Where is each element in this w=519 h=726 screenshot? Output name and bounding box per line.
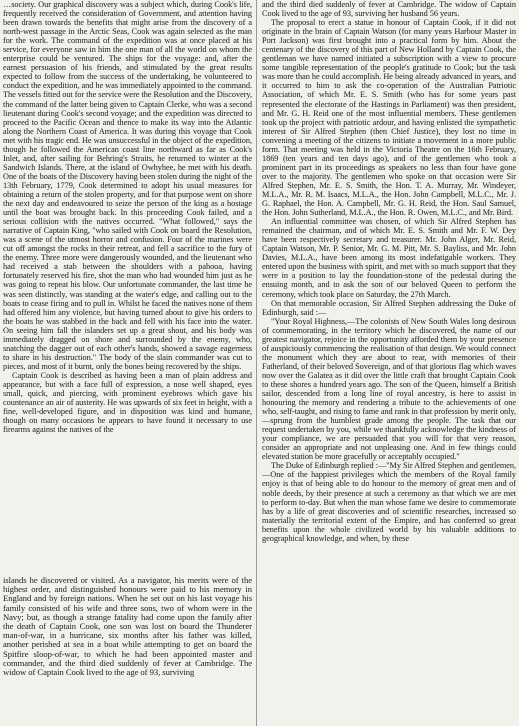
right-column [262,0,516,726]
quoted-reply: The Duke of Edinburgh replied :—"My Sir Alfred Stephen and gentlemen,—One of the happiest privileges which the members of the Royal family enjoy is that of being able to do honour to the memory of great men and of noble deeds, by their presence at such a ceremony as that which we are met to perform to-day. But when the man whose fame we desire to commemorate has by a life of great discoveries and of scientific researches, increased so materially the territorial extent of the Empire, and has conferred so great benefits upon the whole civilized world by his valuable additions to geographical knowledge, and when, by these [262,461,516,543]
article-paragraph: and the third died suddenly of fever at Cambridge. The widow of Captain Cook lived to the age of 93, surviving her husband 56 years. [262,0,516,19]
article-paragraph: islands he discovered or visited. As a navigator, his merits were of the highest order, and distinguished honours were paid to his memory in England and by foreign nations. When he set out on his last voyage his family consisted of his wife and three sons, two of whom were in the Navy; but, as though a strange fatality had come upon the family after the death of Captain Cook, one son was lost on board the Thunderer man-of-war, in a hurricane, six months after his father was killed, another perished at sea in a boat while attempting to get on board the Spitfire sloop-of-war, to which he had been appointed master and commander, and the third died suddenly of fever at Cambridge. The widow of Captain Cook lived to the age of 93, surviving [3,576,252,678]
article-paragraph: An influential committee was chosen, of which Sir Alfred Stephen has remained the chairman, and of which Mr. E. S. Smith and Mr. F. W. Dey have been respectively secretary and treasurer. Mr. John Alger, Mr. Reid, Captain Watson, Mr. P. Senior, Mr. G. M. Pitt, Mr. S. Bayliss, and Mr. John Davies, M.L.A., have been among its most indefatigable workers. They entered upon the business with spirit, and met with so much support that they were in a position to lay the foundation-stone of the pedestal during the ensuing month, and to ask the son of our beloved Queen to perform the ceremony, which took place on Saturday, the 27th March. [262,217,516,299]
left-column-upper [3,0,252,576]
column-divider [256,0,257,726]
left-column [3,0,252,726]
left-column-lower [3,576,252,726]
quoted-address: "Your Royal Highness,—The colonists of New South Wales long desirous of commemorating, in the territory which he discovered, the name of our greatest navigator, rejoice in the opportunity afforded them by your presence of auspiciously commencing the realisation of that design. We would connect the monument which they are about to rear, with memories of their Fatherland, of their beloved Sovereign, and of that glorious flag which waves now over the Galatea as it did over the little craft that brought Captain Cook to these shores a hundred years ago. The son of the Queen, himself a British sailor, descended from a long line of royal ancestry, is here to assist in honouring the memory and rendering a tribute to the achievements of one who, self-taught, and rising to fame and rank in that profession by merit only,—sprung from the humblest grade among the people. The task that our request undertaken by you, while we thankfully acknowledge the kindness of your compliance, we are persuaded that you will for that very reason, consider an appropriate and not unpleasing one. And in few things could elevated station be more gracefully or acceptably occupied." [262,316,516,462]
article-paragraph: On that memorable occasion, Sir Alfred Stephen addressing the Duke of Edinburgh, said :— [262,298,516,317]
article-paragraph: …society. Our graphical discovery was a subject which, during Cook's life, frequently received the consideration of Government, and attention having been drawn towards the benefits that might arise from the discovery of a north-west passage in the Arctic Seas, Cook was again selected as the man for the work. The command of the expedition was at once placed at his service, for everyone saw in him the one man of all the world on whom the enterprise could be ventured. The ships for the voyage: and, after the earnest persuasion of his friends, and stimulated by the great results expected to follow from the success of the undertaking, he volunteered to conduct the expedition, and he was immediately appointed to the command. The vessels fitted out for the service were the Resolution and the Discovery, the command of the latter being given to Captain Clerke, who was a second lieutenant during Cook's second voyage; and the expedition was directed to proceed to the Pacific Ocean and thence to make its way into the Atlantic along the Northern Coast of America. It was during this voyage that Cook met with his tragic end. He was unsuccessful in the object of the expedition, though he followed the American coast line northward as far as Cook's Inlet, and, after sailing for Behring's Straits, he returned to winter at the Sandwich Islands. There, at the island of Owhyhee, he met with his death. One of the boats of the Discovery having been stolen during the night of the 13th February, 1779, Cook determined to adopt his usual measures for obtaining a return of the stolen property, and for that purpose went on shore the next day and endeavoured to seize the person of the king as a hostage until the boat was brought back. In this proceeding Cook failed, and a serious collision with the natives occurred. "What followed," says the narrative of Captain King, "who sailed with Cook on board the Resolution, was a scene of the utmost horror and confusion. Four of the marines were cut off amongst the rocks in their retreat, and fell a sacrifice to the fury of the enemy. Three more were dangerously wounded, and the lieutenant who had received a stab between the shoulders with a pahooa, having fortunately reserved his fire, shot the man who had wounded him just as he was going to repeat his blow. Our unfortunate commander, the last time he was seen distinctly, was standing at the water's edge, and calling out to the boats to cease firing and to pull in. Whilst he faced the natives none of them had offered him any violence, but having turned about to give his orders to the boats he was stabbed in the back and fell with his face into the water. On seeing him fall the islanders set up a great shout, and his body was immediately dragged on shore and surrounded by the enemy, who, snatching the dagger out of each other's hands, showed a savage eagerness to share in his destruction." The body of the slain commander was cut to pieces, and most of it burnt, only the bones being recovered by the ships. [3,0,252,371]
article-paragraph: The proposal to erect a statue in honour of Captain Cook, if it did not originate in the brain of Captain Watson (for many years Harbour Master in Port Jackson) was first brought into a practical form by him. About the centenary of the discovery of this part of New Holland by Captain Cook, the gentleman we have named initiated a subscription with a view to procure some tangible representation of the people's gratitude to Cook; but the task was more than he could accomplish. He being already advanced in years, and it occurred to him to ask the co-operation of the Australian Patriotic Association, of which Mr. E. S. Smith (who has for some years past represented the electorate of the Hastings in Parliament) was then president, and Mr. G. H. Reid one of the most influential members. These gentlemen took up the project with patriotic ardour, and having enlisted the sympathetic interest of Sir Alfred Stephen (then Chief Justice), they lost no time in convening a meeting of the citizens to initiate a movement in a more public form. That meeting was held in the Victoria Theatre on the 16th February, 1869 (ten years and ten days ago), and of the gentlemen who took a prominent part in its proceedings as speakers no less than four have gone over to the majority. The gentlemen who spoke on that occasion were Sir Alfred Stephen, Mr. E. S. Smith, the Hon. T. A. Murray, Mr. Windeyer, M.L.A., Mr. R. M. Isaacs, M.L.A., the Hon. John Campbell, M.L.C., Mr. J. G. Raphael, the Hon. A. Campbell, Mr. G. H. Reid, the Hon. Saul Samuel, the Hon. John Sutherland, M.L.A., the Hon. R. Owen, M.L.C., and Mr. Bird. [262,18,516,218]
article-paragraph: Captain Cook is described as having been a man of plain address and appearance, but with a face full of expression, a nose well shaped, eyes small, quick, and piercing, with prominent eyebrows which gave his countenance an air of austerity. He was upwards of six feet in height, with a fine, well-developed figure, and in disposition was kind and humane, though on many occasions he appears to have found it necessary to use firearms against the natives of the [3,370,252,435]
